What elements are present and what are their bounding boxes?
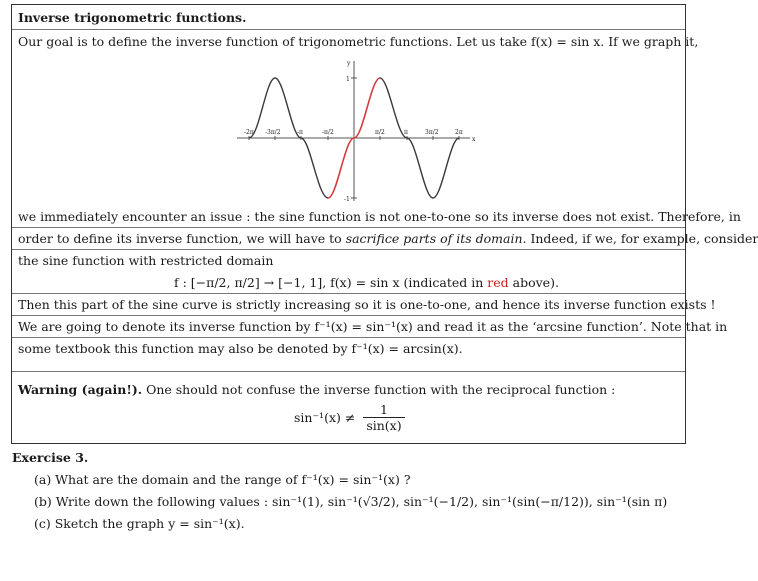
section-title: Inverse trigonometric functions.: [18, 10, 247, 25]
sine-graph: [222, 53, 482, 203]
warning-line: Warning (again!). One should not confuse the inverse function with the reciprocal function :: [18, 382, 616, 397]
definition-box: [11, 4, 758, 444]
y-tick-label: -1: [344, 196, 350, 203]
body-line-2: order to define its inverse function, we will have to sacrifice parts of its domain. Indeed, if we, for example, consider: [18, 231, 758, 246]
restricted-domain-formula: f : [−π/2, π/2] → [−1, 1], f(x) = sin x (indicated in red above).: [174, 275, 559, 290]
x-tick-label: π: [404, 129, 408, 136]
divider: [12, 227, 685, 228]
body-line-5: We are going to denote its inverse function by f⁻¹(x) = sin⁻¹(x) and read it as the ‘arcsine function’. Note that in: [18, 319, 728, 334]
x-tick-label: π/2: [375, 129, 385, 136]
x-tick-label: -π/2: [322, 129, 334, 136]
warning-formula: sin⁻¹(x) ≠ $\frac{1}{\sin(x)}$: [294, 402, 405, 433]
x-tick-label: 2π: [455, 129, 463, 136]
body-line-6: some textbook this function may also be denoted by f⁻¹(x) = arcsin(x).: [18, 341, 463, 356]
exercise-item: (a) What are the domain and the range of f⁻¹(x) = sin⁻¹(x) ?: [34, 472, 411, 487]
x-tick-label: 3π/2: [425, 129, 439, 136]
divider: [12, 293, 685, 294]
intro-text: Our goal is to define the inverse function of trigonometric functions. Let us take f(x) = sin x. If we graph it,: [18, 34, 699, 49]
body-line-4: Then this part of the sine curve is strictly increasing so it is one-to-one, and hence its inverse function exists !: [18, 297, 716, 312]
x-tick-label: -2π: [244, 129, 254, 136]
x-axis-label: x: [472, 136, 476, 143]
exercise-item: (c) Sketch the graph y = sin⁻¹(x).: [34, 516, 245, 531]
x-tick-label: -3π/2: [265, 129, 281, 136]
divider: [12, 371, 685, 372]
divider: [12, 249, 685, 250]
exercise-item: (b) Write down the following values : sin⁻¹(1), sin⁻¹(√3/2), sin⁻¹(−1/2), sin⁻¹(sin(−π/12)), sin⁻¹(sin π): [34, 494, 668, 509]
title-divider: [12, 29, 685, 30]
divider: [12, 315, 685, 316]
body-line-3: the sine function with restricted domain: [18, 253, 274, 268]
y-tick-label: 1: [346, 76, 350, 83]
x-tick-label: -π: [297, 129, 303, 136]
y-axis-label: y: [347, 60, 351, 67]
body-line-1: we immediately encounter an issue : the sine function is not one-to-one so its inverse does not exist. Therefore, in: [18, 209, 741, 224]
divider: [12, 337, 685, 338]
exercise-title: Exercise 3.: [12, 450, 89, 465]
